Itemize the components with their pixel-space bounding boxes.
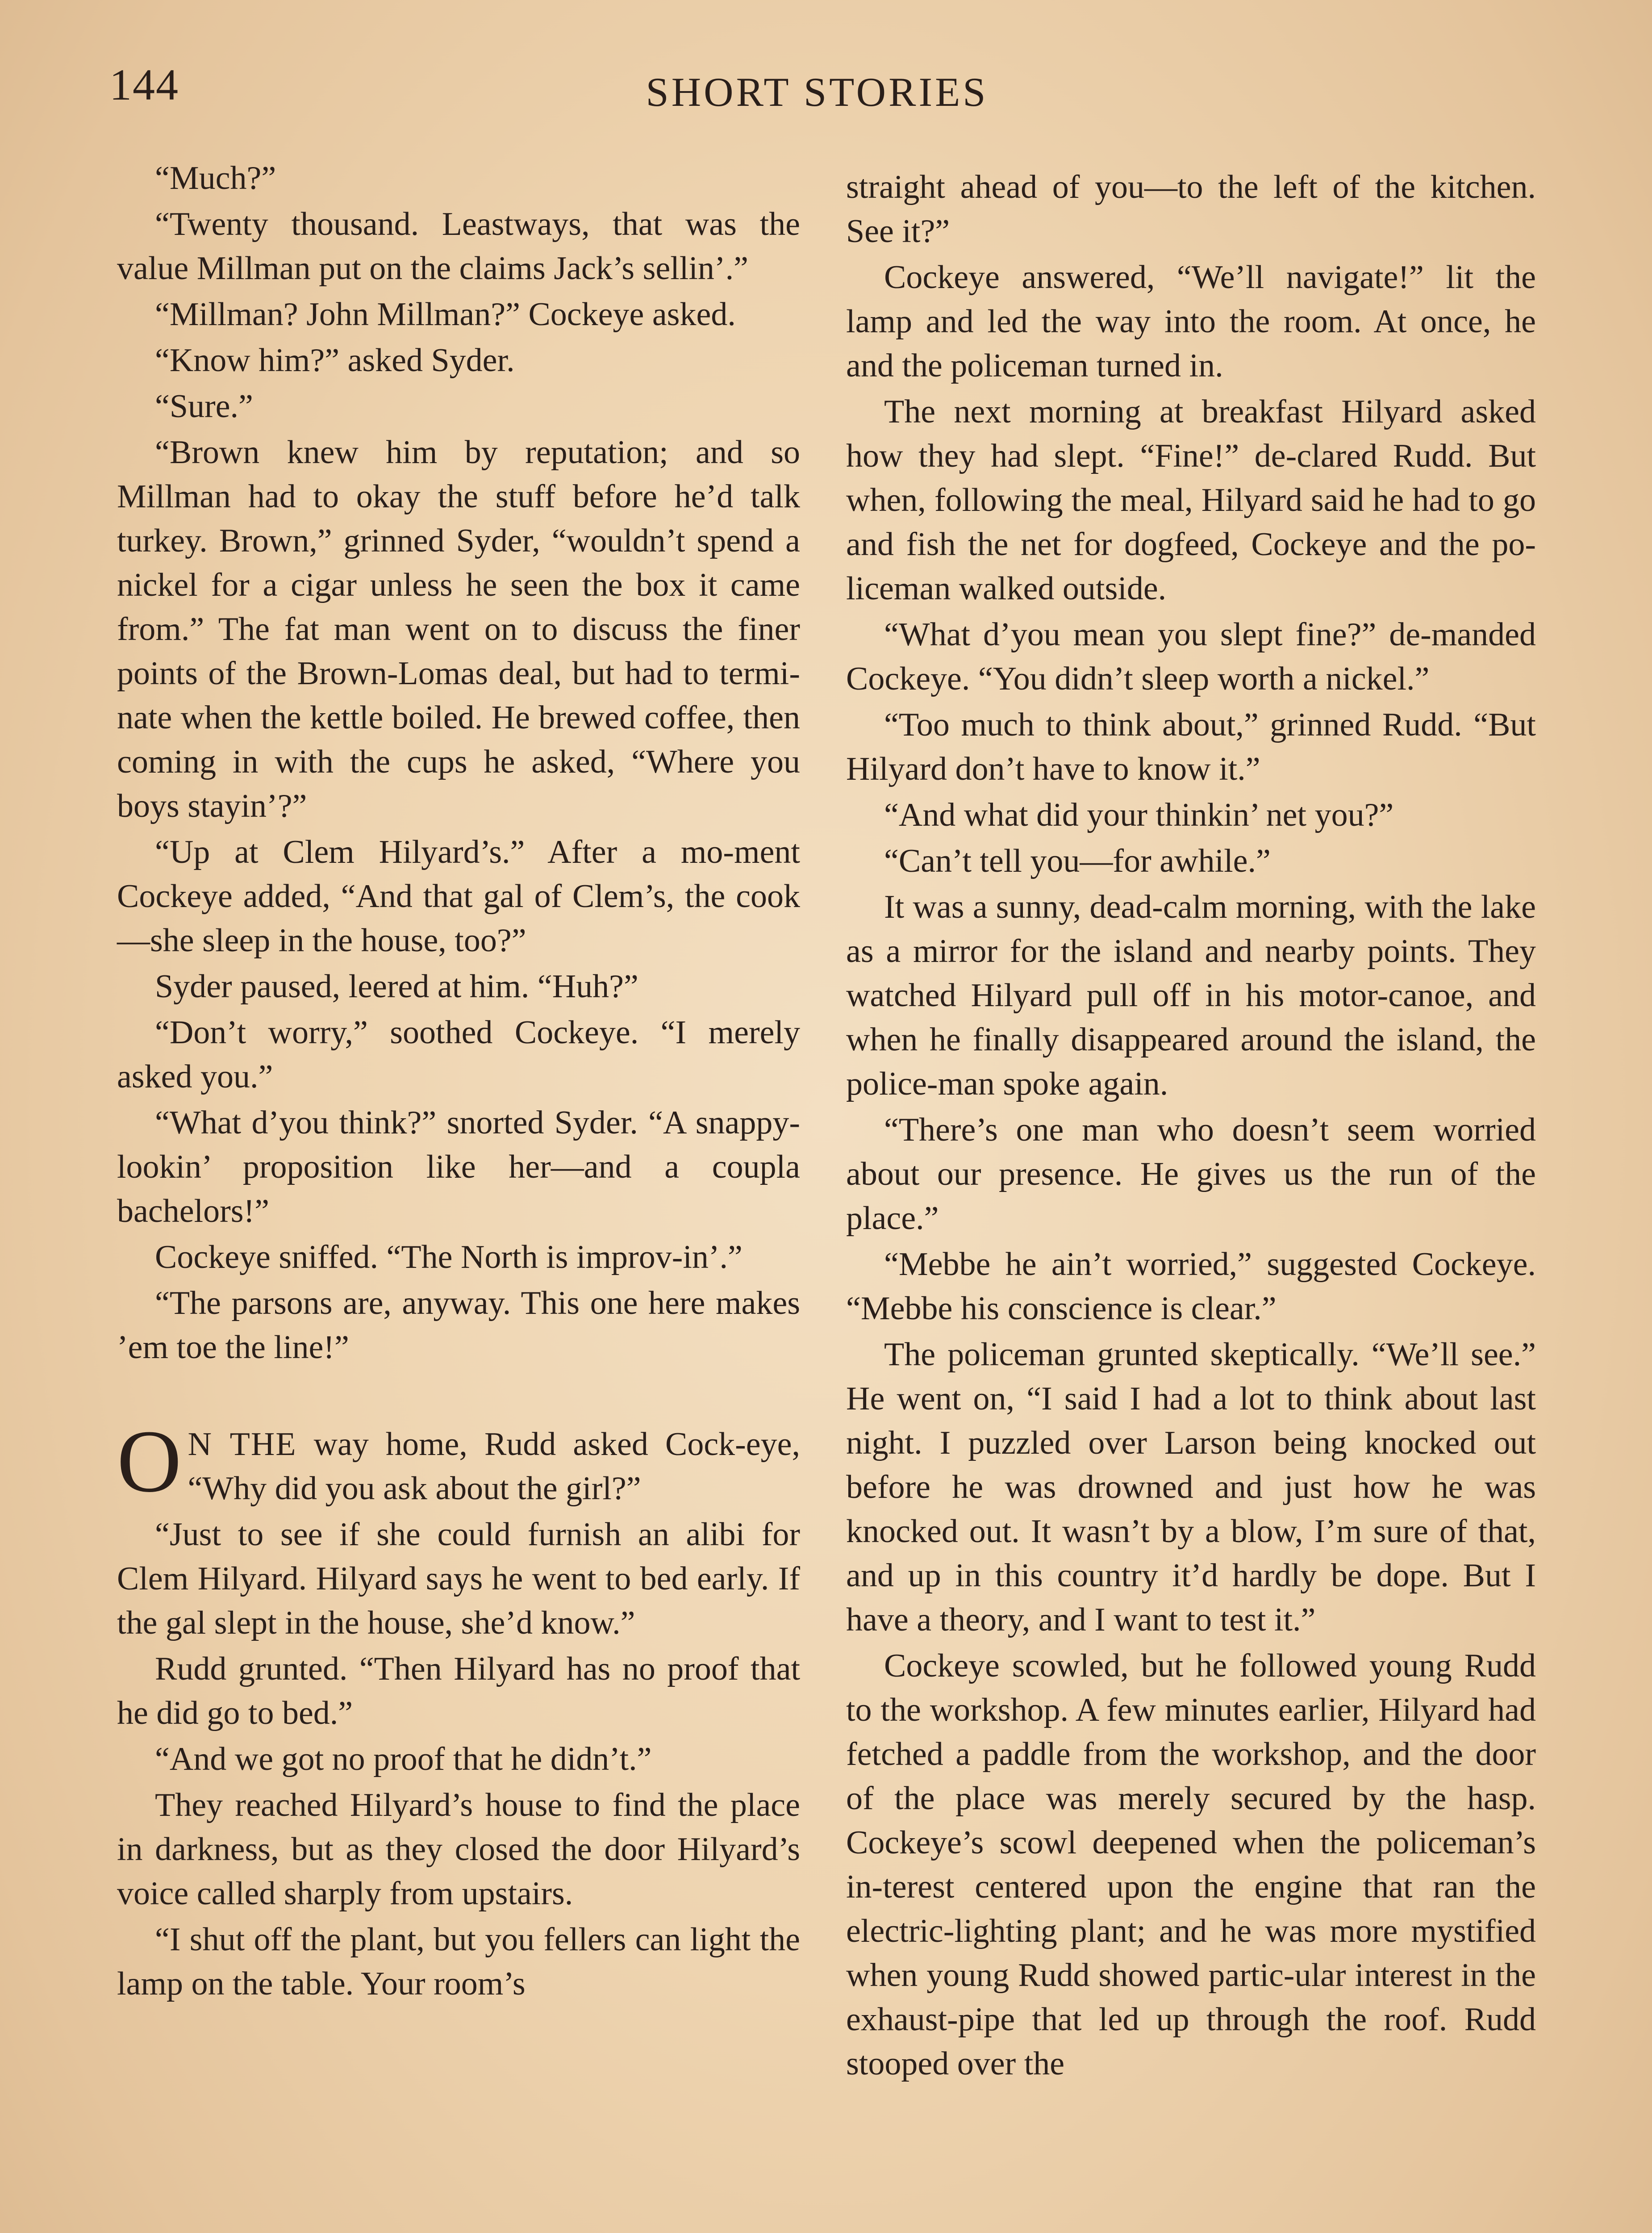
paragraph: “What d’you think?” snorted Syder. “A snappy-lookin’ proposition like her—and a coupla bachelors!” bbox=[117, 1104, 800, 1229]
paragraph: “Twenty thousand. Leastways, that was the value Millman put on the claims Jack’s sellin’.” bbox=[117, 206, 800, 287]
section-opening-text: way home, Rudd asked Cock-eye, “Why did you ask about the girl?” bbox=[188, 1426, 800, 1507]
paragraph: “Too much to think about,” grinned Rudd. “But Hilyard don’t have to know it.” bbox=[846, 707, 1536, 787]
paragraph: “And we got no proof that he didn’t.” bbox=[155, 1741, 652, 1777]
paragraph: “I shut off the plant, but you fellers can light the lamp on the table. Your room’s bbox=[117, 1921, 800, 2002]
left-column bbox=[117, 156, 800, 2008]
paragraph: “Can’t tell you—for awhile.” bbox=[884, 843, 1271, 879]
running-head: SHORT STORIES bbox=[646, 69, 989, 115]
paragraph: Syder paused, leered at him. “Huh?” bbox=[155, 968, 638, 1005]
section-opening-paragraph bbox=[117, 1412, 800, 1511]
paragraph: “Mebbe he ain’t worried,” suggested Cockeye. “Mebbe his conscience is clear.” bbox=[846, 1246, 1536, 1327]
paragraph: “Just to see if she could furnish an alibi for Clem Hilyard. Hilyard says he went to bed early. If the gal slept in the house, she’d know.” bbox=[117, 1516, 800, 1641]
paragraph: “What d’you mean you slept fine?” de-manded Cockeye. “You didn’t sleep worth a nickel.” bbox=[846, 616, 1536, 697]
paragraph: “Know him?” asked Syder. bbox=[155, 342, 515, 379]
paragraph: “The parsons are, anyway. This one here makes ’em toe the line!” bbox=[117, 1285, 800, 1366]
paragraph: “And what did your thinkin’ net you?” bbox=[884, 797, 1394, 833]
paragraph: Cockeye scowled, but he followed young Rudd to the workshop. A few minutes earlier, Hilyard had fetched a paddle from the workshop, and the door of the place was merely secured by the hasp. Cockeye’s scowl deepened when the policeman’s in-terest centered upon the engine that ran the electric-lighting plant; and he was more mystified when young Rudd showed partic-ular interest in the exhaust-pipe that led up through the roof. Rudd stooped over the bbox=[846, 1648, 1536, 2082]
right-column bbox=[846, 165, 1536, 2088]
paragraph: “Much?” bbox=[155, 160, 276, 197]
paragraph-continued: straight ahead of you—to the left of the kitchen. See it?” bbox=[846, 169, 1536, 250]
paragraph: “Brown knew him by reputation; and so Millman had to okay the stuff before he’d talk turkey. Brown,” grinned Syder, “wouldn’t spend a nickel for a cigar unless he seen the box it came from.” The fat man went on to discuss the finer points of the Brown-Lomas deal, but had to termi-nate when the kettle boiled. He brewed coffee, then coming in with the cups he asked, “Where you boys stayin’?” bbox=[117, 434, 800, 824]
paragraph: “There’s one man who doesn’t seem worried about our presence. He gives us the run of the place.” bbox=[846, 1112, 1536, 1237]
paragraph: “Millman? John Millman?” Cockeye asked. bbox=[155, 296, 736, 333]
paragraph: The next morning at breakfast Hilyard asked how they had slept. “Fine!” de-clared Rudd. But when, following the meal, Hilyard said he had to go and fish the net for dogfeed, Cockeye and the po-liceman walked outside. bbox=[846, 393, 1536, 607]
page-number: 144 bbox=[109, 60, 179, 109]
paragraph: It was a sunny, dead-calm morning, with the lake as a mirror for the island and nearby points. They watched Hilyard pull off in his motor-canoe, and when he finally disappeared around the island, the police-man spoke again. bbox=[846, 889, 1536, 1102]
drop-cap: O bbox=[117, 1412, 182, 1511]
paragraph: Cockeye answered, “We’ll navigate!” lit the lamp and led the way into the room. At once, he and the policeman turned in. bbox=[846, 259, 1536, 384]
paragraph: The policeman grunted skeptically. “We’ll see.” He went on, “I said I had a lot to think about last night. I puzzled over Larson being knocked out before he was drowned and just how he was knocked out. It wasn’t by a blow, I’m sure of that, and up in this country it’d hardly be dope. But I have a theory, and I want to test it.” bbox=[846, 1336, 1536, 1638]
paragraph: “Up at Clem Hilyard’s.” After a mo-ment Cockeye added, “And that gal of Clem’s, the cook—she sleep in the house, too?” bbox=[117, 834, 800, 959]
paragraph: They reached Hilyard’s house to find the place in darkness, but as they closed the door Hilyard’s voice called sharply from upstairs. bbox=[117, 1787, 800, 1912]
paragraph: Rudd grunted. “Then Hilyard has no proof that he did go to bed.” bbox=[117, 1651, 800, 1731]
lead-caps: N THE bbox=[188, 1426, 297, 1463]
paragraph: Cockeye sniffed. “The North is improv-in’.” bbox=[155, 1239, 743, 1275]
paragraph: “Don’t worry,” soothed Cockeye. “I merely asked you.” bbox=[117, 1014, 800, 1095]
paragraph: “Sure.” bbox=[155, 388, 253, 425]
